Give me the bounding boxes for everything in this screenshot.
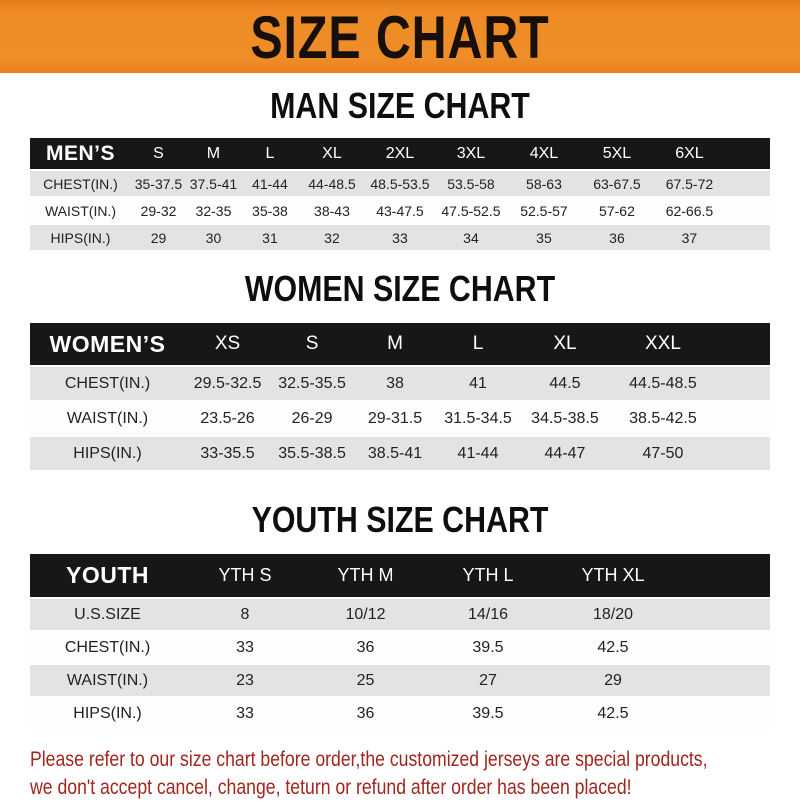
size-value: 26-29 (270, 402, 354, 435)
size-col-header: M (186, 138, 241, 169)
size-value: 35-38 (241, 198, 299, 223)
size-value: 43-47.5 (365, 198, 435, 223)
size-col-header: L (241, 138, 299, 169)
size-value: 36 (305, 698, 426, 729)
size-col-header: 3XL (435, 138, 507, 169)
size-value: 10/12 (305, 599, 426, 630)
spacer-cell (676, 554, 770, 597)
measurement-row (30, 632, 770, 663)
size-value: 8 (185, 599, 305, 630)
size-value: 44.5-48.5 (610, 367, 716, 400)
size-col-header: YTH XL (550, 554, 676, 597)
banner-title: SIZE CHART (250, 2, 550, 71)
youth-section-heading: YOUTH SIZE CHART (251, 499, 549, 540)
size-value: 38.5-41 (354, 437, 436, 470)
size-value: 44.5 (520, 367, 610, 400)
size-value: 41-44 (436, 437, 520, 470)
size-col-header: XXL (610, 323, 716, 365)
size-value: 47.5-52.5 (435, 198, 507, 223)
women-size-section (0, 268, 800, 472)
measurement-row (30, 367, 770, 400)
size-value: 41-44 (241, 171, 299, 196)
size-value: 31 (241, 225, 299, 250)
size-value: 38.5-42.5 (610, 402, 716, 435)
size-value: 37 (653, 225, 726, 250)
size-value: 63-67.5 (581, 171, 653, 196)
men-size-table (30, 136, 770, 252)
size-value: 37.5-41 (186, 171, 241, 196)
size-value: 47-50 (610, 437, 716, 470)
measurement-row (30, 198, 770, 223)
size-value: 32-35 (186, 198, 241, 223)
size-value: 42.5 (550, 632, 676, 663)
row-label: CHEST(IN.) (30, 171, 131, 196)
measurement-row (30, 171, 770, 196)
measurement-row (30, 665, 770, 696)
row-label: WAIST(IN.) (30, 198, 131, 223)
group-label: WOMEN’S (30, 323, 185, 365)
size-value: 67.5-72 (653, 171, 726, 196)
spacer-cell (716, 323, 770, 365)
size-chart-banner (0, 0, 800, 73)
size-value: 36 (581, 225, 653, 250)
row-label: HIPS(IN.) (30, 437, 185, 470)
row-label: HIPS(IN.) (30, 698, 185, 729)
size-value: 18/20 (550, 599, 676, 630)
size-value: 29-32 (131, 198, 186, 223)
size-value: 34 (435, 225, 507, 250)
youth-size-section (0, 499, 800, 731)
spacer-cell (726, 225, 770, 250)
size-value: 58-63 (507, 171, 581, 196)
spacer-cell (716, 402, 770, 435)
youth-size-table (30, 552, 770, 731)
measurement-row (30, 437, 770, 470)
spacer-cell (676, 698, 770, 729)
size-value: 34.5-38.5 (520, 402, 610, 435)
measurement-row (30, 402, 770, 435)
spacer-cell (726, 198, 770, 223)
size-value: 33 (185, 698, 305, 729)
measurement-row (30, 698, 770, 729)
size-col-header: L (436, 323, 520, 365)
size-value: 39.5 (426, 698, 550, 729)
size-value: 29 (131, 225, 186, 250)
size-col-header: 6XL (653, 138, 726, 169)
size-value: 57-62 (581, 198, 653, 223)
size-value: 38-43 (299, 198, 365, 223)
size-value: 29-31.5 (354, 402, 436, 435)
spacer-cell (716, 367, 770, 400)
size-col-header: XL (299, 138, 365, 169)
size-col-header: XL (520, 323, 610, 365)
size-value: 23 (185, 665, 305, 696)
spacer-cell (726, 138, 770, 169)
size-value: 44-48.5 (299, 171, 365, 196)
size-value: 35.5-38.5 (270, 437, 354, 470)
disclaimer-line-2: we don't accept cancel, change, teturn or refund after order has been placed! (30, 776, 632, 799)
size-value: 38 (354, 367, 436, 400)
disclaimer-line-1: Please refer to our size chart before order,the customized jerseys are special products, (30, 748, 708, 771)
row-label: WAIST(IN.) (30, 402, 185, 435)
size-col-header: 5XL (581, 138, 653, 169)
size-value: 27 (426, 665, 550, 696)
group-label: YOUTH (30, 554, 185, 597)
spacer-cell (676, 665, 770, 696)
size-header-row (30, 323, 770, 365)
size-value: 62-66.5 (653, 198, 726, 223)
row-label: HIPS(IN.) (30, 225, 131, 250)
size-value: 30 (186, 225, 241, 250)
size-value: 35-37.5 (131, 171, 186, 196)
size-col-header: 2XL (365, 138, 435, 169)
row-label: WAIST(IN.) (30, 665, 185, 696)
size-value: 29 (550, 665, 676, 696)
men-size-section (0, 85, 800, 252)
size-value: 29.5-32.5 (185, 367, 270, 400)
men-section-heading: MAN SIZE CHART (270, 85, 530, 126)
measurement-row (30, 225, 770, 250)
size-header-row (30, 138, 770, 169)
row-label: CHEST(IN.) (30, 632, 185, 663)
spacer-cell (676, 632, 770, 663)
size-value: 42.5 (550, 698, 676, 729)
size-value: 33-35.5 (185, 437, 270, 470)
size-col-header: YTH S (185, 554, 305, 597)
size-col-header: M (354, 323, 436, 365)
size-value: 39.5 (426, 632, 550, 663)
size-value: 32 (299, 225, 365, 250)
size-value: 31.5-34.5 (436, 402, 520, 435)
size-value: 52.5-57 (507, 198, 581, 223)
size-value: 25 (305, 665, 426, 696)
size-col-header: S (270, 323, 354, 365)
size-value: 14/16 (426, 599, 550, 630)
size-header-row (30, 554, 770, 597)
size-col-header: 4XL (507, 138, 581, 169)
size-value: 48.5-53.5 (365, 171, 435, 196)
size-col-header: YTH M (305, 554, 426, 597)
size-value: 41 (436, 367, 520, 400)
size-value: 33 (185, 632, 305, 663)
measurement-row (30, 599, 770, 630)
spacer-cell (726, 171, 770, 196)
group-label: MEN’S (30, 138, 131, 169)
size-value: 35 (507, 225, 581, 250)
size-col-header: YTH L (426, 554, 550, 597)
row-label: CHEST(IN.) (30, 367, 185, 400)
spacer-cell (676, 599, 770, 630)
size-col-header: S (131, 138, 186, 169)
size-value: 44-47 (520, 437, 610, 470)
size-value: 53.5-58 (435, 171, 507, 196)
women-size-table (30, 321, 770, 472)
spacer-cell (716, 437, 770, 470)
size-value: 23.5-26 (185, 402, 270, 435)
size-value: 32.5-35.5 (270, 367, 354, 400)
row-label: U.S.SIZE (30, 599, 185, 630)
order-disclaimer (30, 746, 800, 802)
size-value: 36 (305, 632, 426, 663)
size-col-header: XS (185, 323, 270, 365)
women-section-heading: WOMEN SIZE CHART (244, 268, 556, 309)
size-value: 33 (365, 225, 435, 250)
